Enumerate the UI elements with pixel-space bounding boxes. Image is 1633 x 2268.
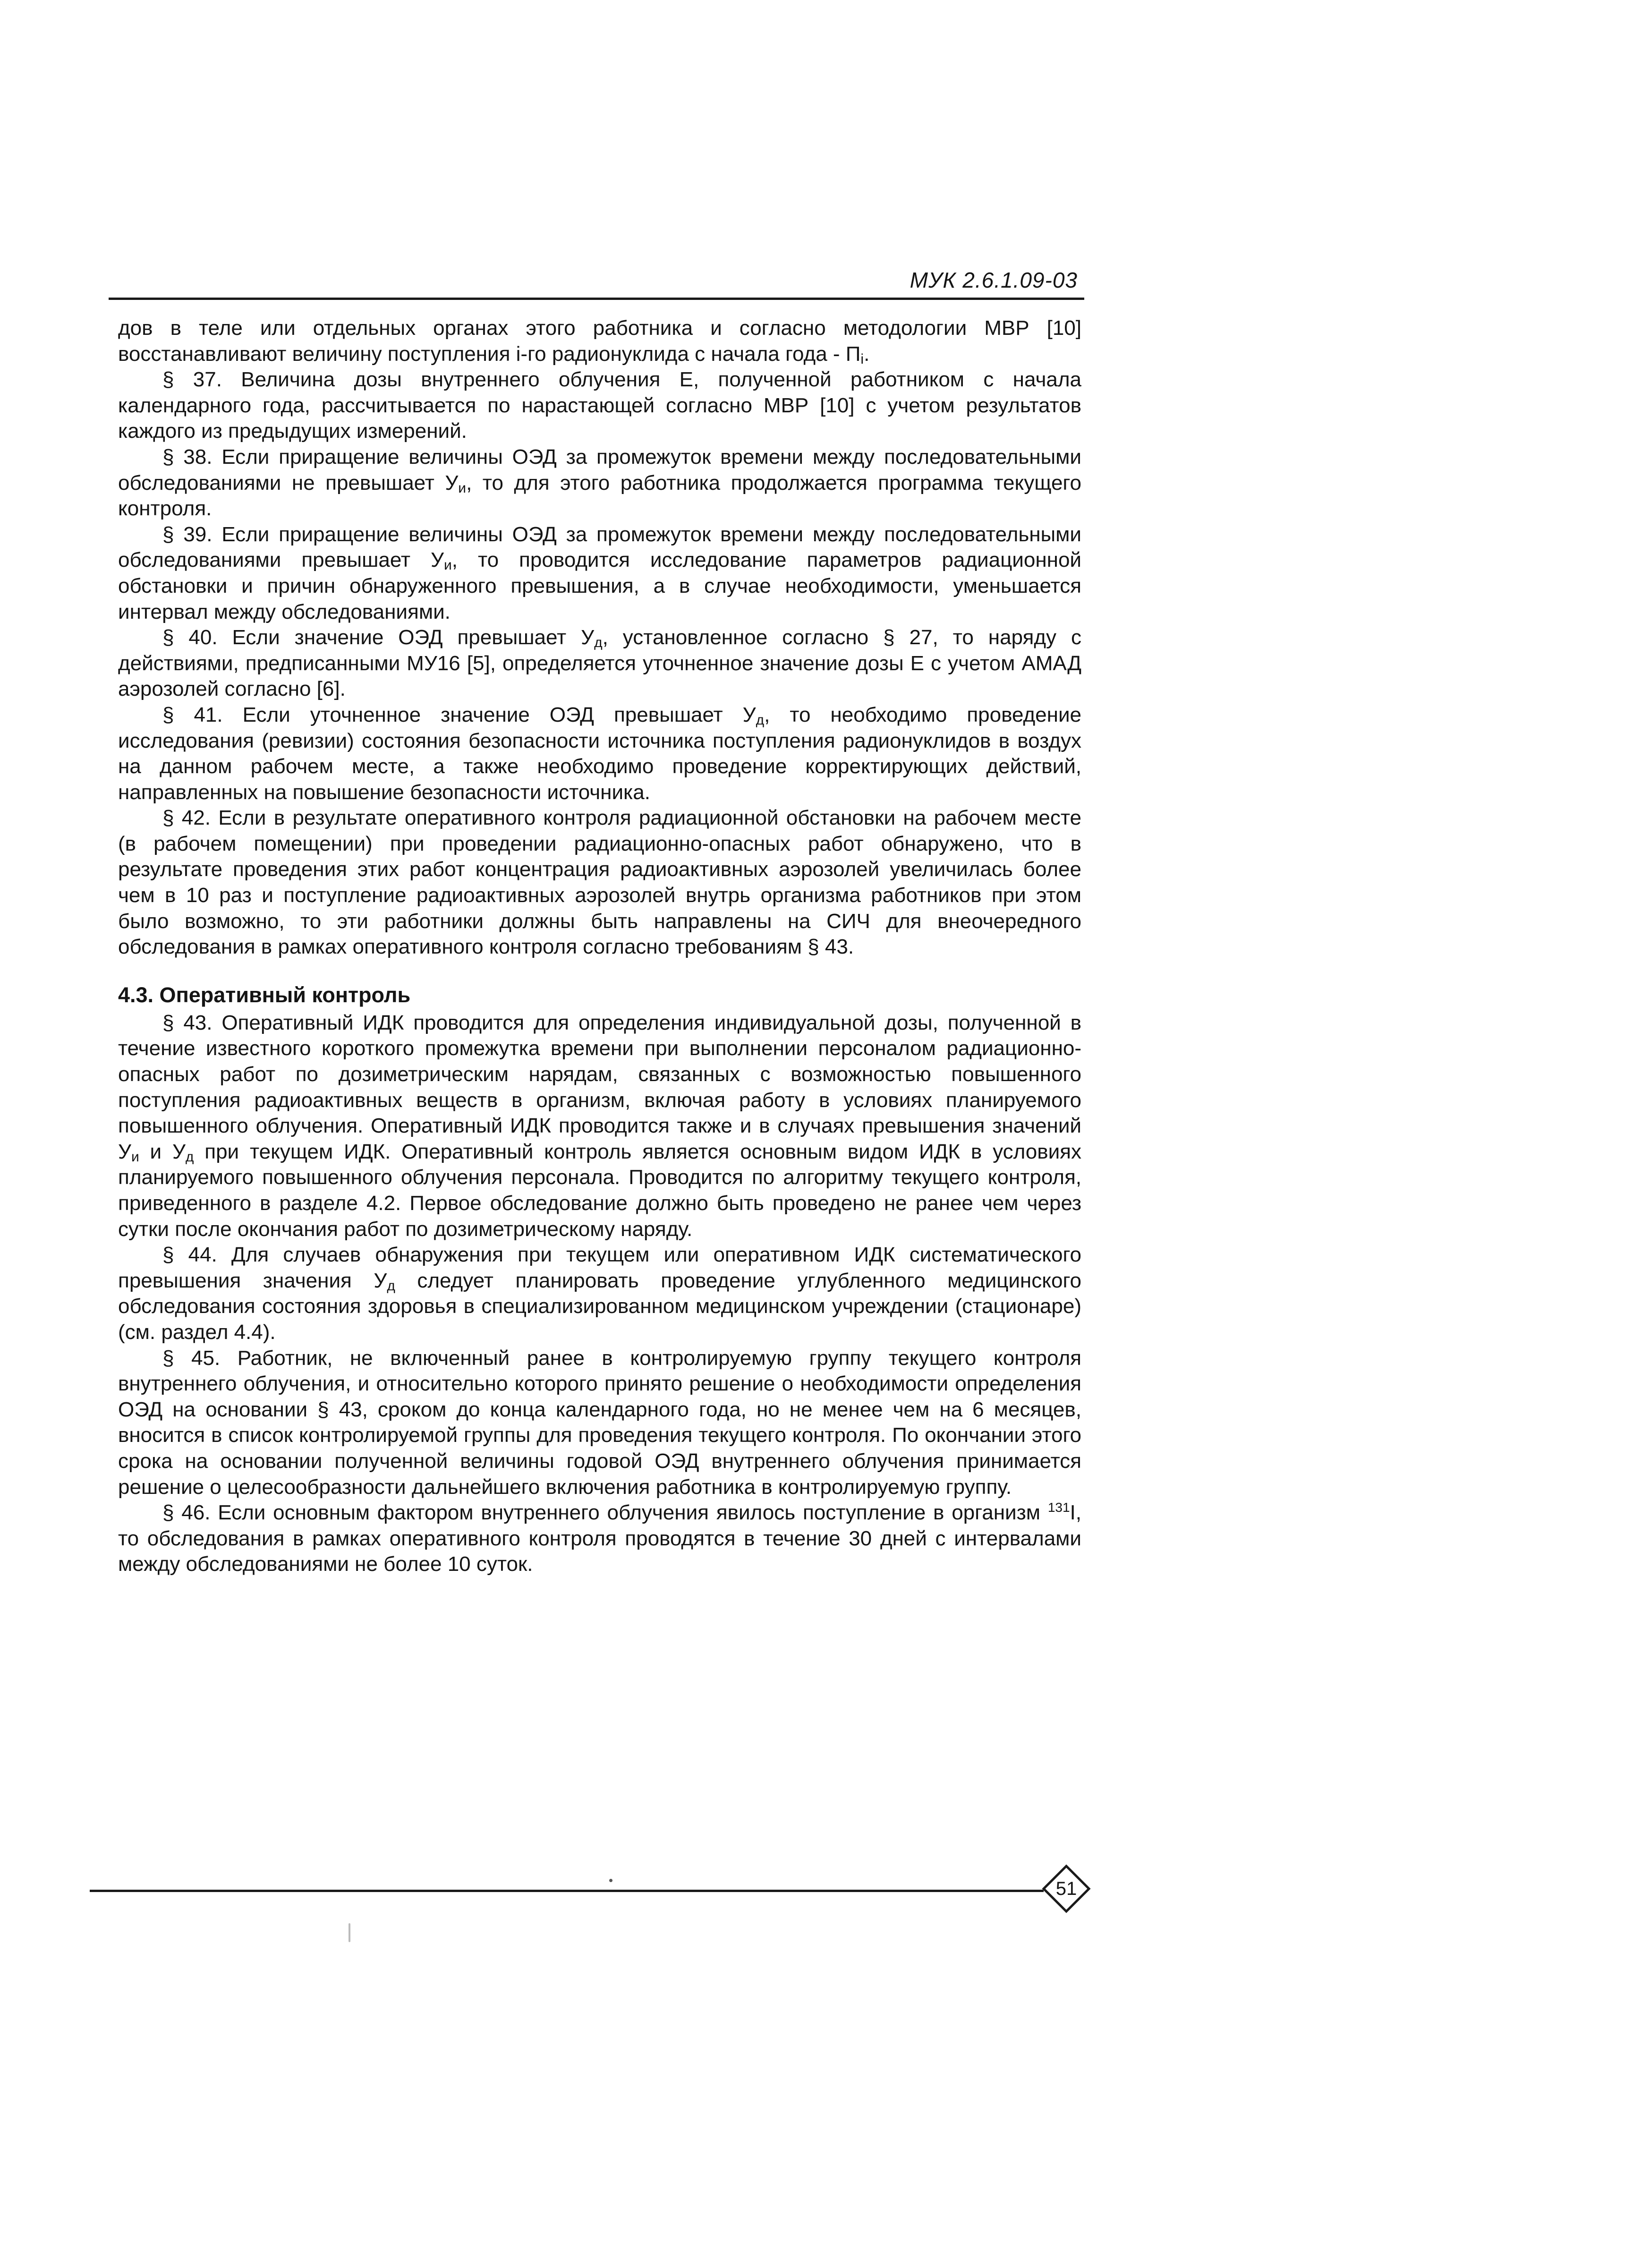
paragraph-45: § 45. Работник, не включенный ранее в контролируемую группу текущего контроля внутреннего облучения, и относительно которого принято решение о необходимости определения ОЭД на основании § 43, сроком до конца календарного года, но не менее чем на 6 месяцев, вносится в список контролируемой группы для проведения текущего контроля. По окончании этого срока на основании полученной величины годовой ОЭД внутреннего облучения принимается решение о целесообразности дальнейшего включения работника в контролируемую группу.: [118, 1346, 1081, 1499]
paragraph-44: § 44. Для случаев обнаружения при текущем или оперативном ИДК систематического превышения значения $У_д$ следует планировать проведение углубленного медицинского обследования состояния здоровья в специализированном медицинском учреждении (стационаре) (см. раздел 4.4).: [118, 1243, 1081, 1344]
paragraph-36-end: дов в теле или отдельных органах этого работника и согласно методологии МВР [10] восстанавливают величину поступления i-го радионуклида с начала года - $П_i$.: [118, 316, 1081, 367]
paragraph-37: § 37. Величина дозы внутреннего облучения Е, полученной работником с начала календарного года, рассчитывается по нарастающей согласно МВР [10] с учетом результатов каждого из предыдущих измерений.: [118, 368, 1081, 443]
paragraph-42: § 42. Если в результате оперативного контроля радиационной обстановки на рабочем месте (в рабочем помещении) при проведении радиационно-опасных работ обнаружено, что в результате проведения этих работ концентрация радиоактивных аэрозолей увеличилась более чем в 10 раз и поступление радиоактивных аэрозолей внутрь организма работников при этом было возможно, то эти работники должны быть направлены на СИЧ для внеочередного обследования в рамках оперативного контроля согласно требованиям § 43.: [118, 806, 1081, 959]
page-number-badge: [1042, 1864, 1091, 1913]
document-code: МУК 2.6.1.09-03: [910, 268, 1078, 292]
page-number: 51: [1055, 1878, 1077, 1899]
paragraph-46: § 46. Если основным фактором внутреннего облучения явилось поступление в организм $^{131}$I, то обследования в рамках оперативного контроля проводятся в течение 30 дней с интервалами между обследованиями не более 10 суток.: [118, 1500, 1081, 1576]
running-header: [109, 264, 1084, 300]
paragraph-41: § 41. Если уточненное значение ОЭД превышает $У_д$, то необходимо проведение исследования (ревизии) состояния безопасности источника поступления радионуклидов в воздух на данном рабочем месте, а также необходимо проведение корректирующих действий, направленных на повышение безопасности источника.: [118, 703, 1082, 804]
scan-speck: [609, 1879, 612, 1882]
paragraph-39: § 39. Если приращение величины ОЭД за промежуток времени между последовательными обследованиями превышает $У_и$, то проводится исследование параметров радиационной обстановки и причин обнаруженного превышения, а в случае необходимости, уменьшается интервал между обследованиями.: [118, 522, 1081, 623]
paragraph-40: § 40. Если значение ОЭД превышает $У_д$, установленное согласно § 27, то наряду с действиями, предписанными МУ16 [5], определяется уточненное значение дозы Е с учетом АМАД аэрозолей согласно [6].: [118, 626, 1081, 701]
paragraph-43: § 43. Оперативный ИДК проводится для определения индивидуальной дозы, полученной в течение известного короткого промежутка времени при выполнении персоналом радиационно-опасных работ по дозиметрическим нарядам, связанных с возможностью повышенного поступления радиоактивных веществ в организм, включая работу в условиях планируемого повышенного облучения. Оперативный ИДК проводится также и в случаях превышения значений $У_и$ и $У_д$ при текущем ИДК. Оперативный контроль является основным видом ИДК в условиях планируемого повышенного облучения персонала. Проводится по алгоритму текущего контроля, приведенного в разделе 4.2. Первое обследование должно быть проведено не ранее чем через сутки после окончания работ по дозиметрическому наряду.: [118, 1011, 1081, 1241]
footer-rule: [90, 1890, 1044, 1892]
body-text: [118, 315, 1081, 1577]
section-heading: 4.3. Оперативный контроль: [118, 982, 411, 1007]
paragraph-38: § 38. Если приращение величины ОЭД за промежуток времени между последовательными обследованиями не превышает $У_и$, то для этого работника продолжается программа текущего контроля.: [118, 445, 1081, 520]
scan-speck: [349, 1923, 350, 1942]
